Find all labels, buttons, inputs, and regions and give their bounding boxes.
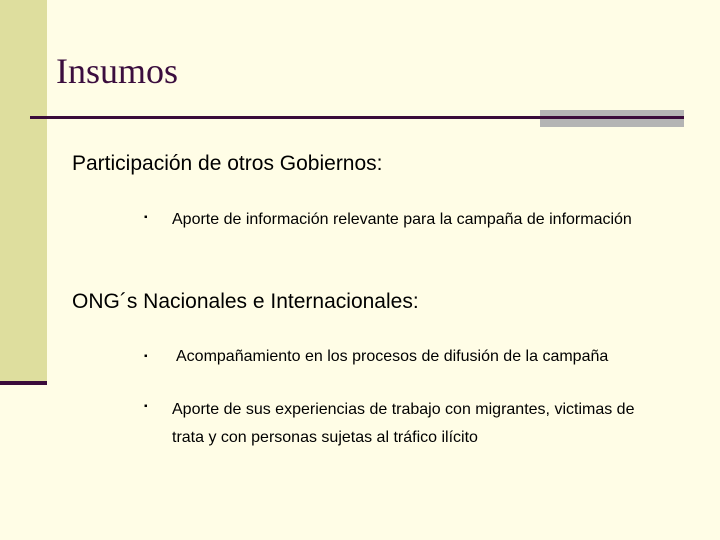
side-band-underline [0,381,47,385]
bullet-icon: ▪ [144,351,148,362]
slide-title: Insumos [56,51,179,91]
title-rule [30,116,540,119]
title-rule-accent-line [540,116,684,119]
section-heading-gobiernos: Participación de otros Gobiernos: [72,152,383,175]
list-item: Acompañamiento en los procesos de difusión de la campaña [176,348,609,365]
bullet-icon: ▪ [144,212,148,223]
bullet-icon: ▪ [144,401,148,412]
side-band-decoration [0,0,47,382]
list-item: Aporte de sus experiencias de trabajo con migrantes, victimas de trata y con personas sujetas al tráfico ilícito [172,401,635,446]
section-heading-ongs: ONG´s Nacionales e Internacionales: [72,290,419,313]
list-item: Aporte de información relevante para la campaña de información [172,211,632,228]
